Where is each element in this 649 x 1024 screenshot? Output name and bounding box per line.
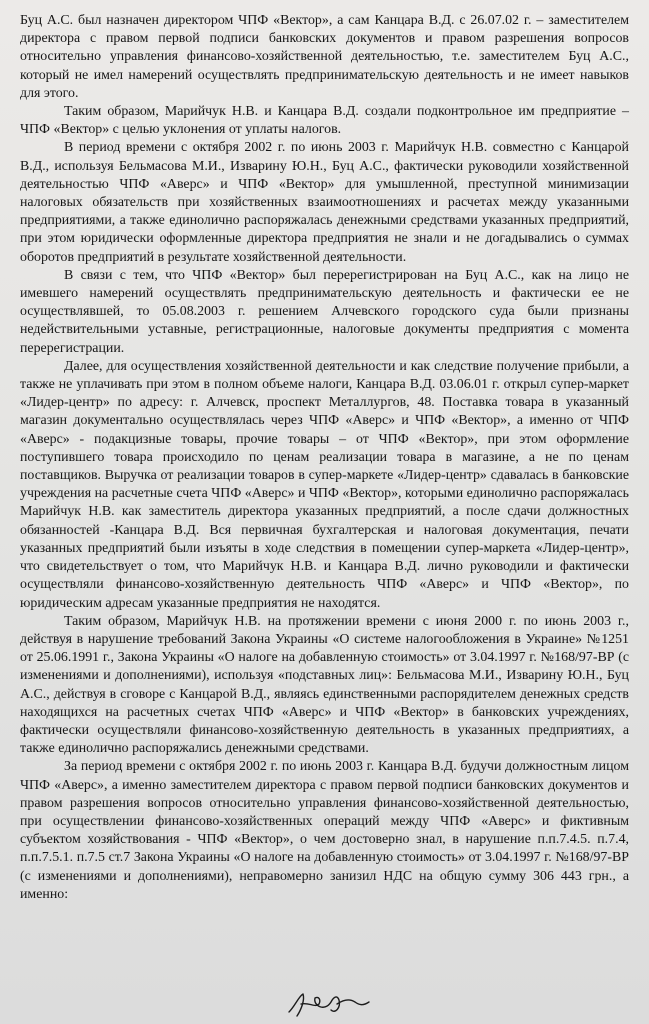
paragraph-violation-summary: Таким образом, Марийчук Н.В. на протяжении времени с июня 2000 г. по июнь 2003 г., действуя в нарушение требований Закона Украины «О системе налогообложения в Украине» №1251 от 25.06.1991 г., Закона Украины «О налоге на добавленную стоимость» от 3.04.1997 г. №168/97-ВР (с изменениями и дополнениями), используя «подставных лиц»: Бельмасова М.И., Изварину Ю.Н., Буц А.С., действуя в сговоре с Канцарой В.Д., являясь единственными распорядителем денежных средств находящихся на расчетных счетах ЧПФ «Аверс» и ЧПФ «Вектор» в банковских учреждениях, фактически осуществляли финансово-хозяйственную деятельность в указанных предприятиях, а также единолично распоряжались денежными средствами. xyxy=(20,613,629,757)
paragraph-management-period: В период времени с октября 2002 г. по июнь 2003 г. Марийчук Н.В. совместно с Канцарой В.Д., используя Бельмасова М.И., Изварину Ю.Н., Буц А.С., фактически руководили хозяйственной деятельностью ЧПФ «Аверс» и ЧПФ «Вектор» для умышленной, преступной минимизации налоговых обязательств при хозяйственных взаимоотношениях и расчетах между указанными предприятиями, а также единолично распоряжалась денежными средствами указанных предприятий, при этом юридически оформленные директора предприятия не знали и не догадывались о суммах оборотов предприятий в результате хозяйственной деятельности. xyxy=(20,140,629,265)
paragraph-vat-understatement: За период времени с октября 2002 г. по июнь 2003 г. Канцара В.Д. будучи должностным лицом ЧПФ «Аверс», а именно заместителем директора с правом первой подписи банковских документов и правом разрешения вопросов относительно управления финансово-хозяйственной деятельностью, при осуществлении финансово-хозяйственных операций между ЧПФ «Аверс» и фиктивным субъектом хозяйствования - ЧПФ «Вектор», о чем достоверно знал, в нарушение п.п.7.4.5. п.7.4, п.п.7.5.1. п.7.5 ст.7 Закона Украины «О налоге на добавленную стоимость» от 3.04.1997 г. №168/97-ВР (с изменениями и дополнениями), неправомерно занизил НДС на общую сумму 306 443 грн., а именно: xyxy=(20,759,629,902)
paragraph-director-appointment: Буц А.С. был назначен директором ЧПФ «Вектор», а сам Канцара В.Д. с 26.07.02 г. – заместителем директора с правом первой подписи банковских документов и правом разрешения вопросов относительно управления финансово-хозяйственной деятельностью, т.е. заместителем Буц А.С., который не имел намерений осуществлять предпринимательскую деятельность и не имеет навыков для этого. xyxy=(20,13,629,101)
paragraph-supermarket: Далее, для осуществления хозяйственной деятельности и как следствие получение прибыли, а также не уплачивать при этом в полном объеме налоги, Канцара В.Д. 03.06.01 г. открыл супер-маркет «Лидер-центр» по адресу: г. Алчевск, проспект Металлургов, 48. Поставка товара в указанный магазин документально осуществлялась через ЧПФ «Аверс» и ЧПФ «Вектор», а именно от ЧПФ «Аверс» - подакцизные товары, прочие товары – от ЧПФ «Вектор», при этом оформление поступившего товара происходило по ценам реализации товара в магазине, а не по ценам поставщиков. Выручка от реализации товаров в супер-маркете «Лидер-центр» сдавалась в банковские учреждения на расчетные счета ЧПФ «Аверс» и ЧПФ «Вектор», которыми единолично распоряжалась Марийчук Н.В. как заместитель директора указанных предприятий, а после сдачи должностных обязанностей -Канцара В.Д. Вся первичная бухгалтерская и налоговая документация, печати указанных предприятий были изъяты в ходе следствия в помещении супер-маркета «Лидер-центр», что свидетельствует о том, что Марийчук Н.В. и Канцара В.Д. лично руководили и фактически осуществляли финансово-хозяйственную деятельность ЧПФ «Аверс» и ЧПФ «Вектор», по юридическим адресам указанные предприятия не находятся. xyxy=(20,358,629,611)
paragraph-controlled-enterprise: Таким образом, Марийчук Н.В. и Канцара В.Д. создали подконтрольное им предприятие – ЧПФ «Вектор» с целью уклонения от уплаты налогов. xyxy=(20,104,629,138)
paragraph-reregistration: В связи с тем, что ЧПФ «Вектор» был перерегистрирован на Буц А.С., как на лицо не имевшего намерений осуществлять предпринимательскую деятельность и фактически ее не осуществлявшей, то 05.08.2003 г. решением Алчевского городского суда были признаны недействительными уставные, регистрационные, налоговые документы предприятия с момента перерегистрации. xyxy=(20,267,629,356)
handwritten-signature xyxy=(285,986,375,1020)
